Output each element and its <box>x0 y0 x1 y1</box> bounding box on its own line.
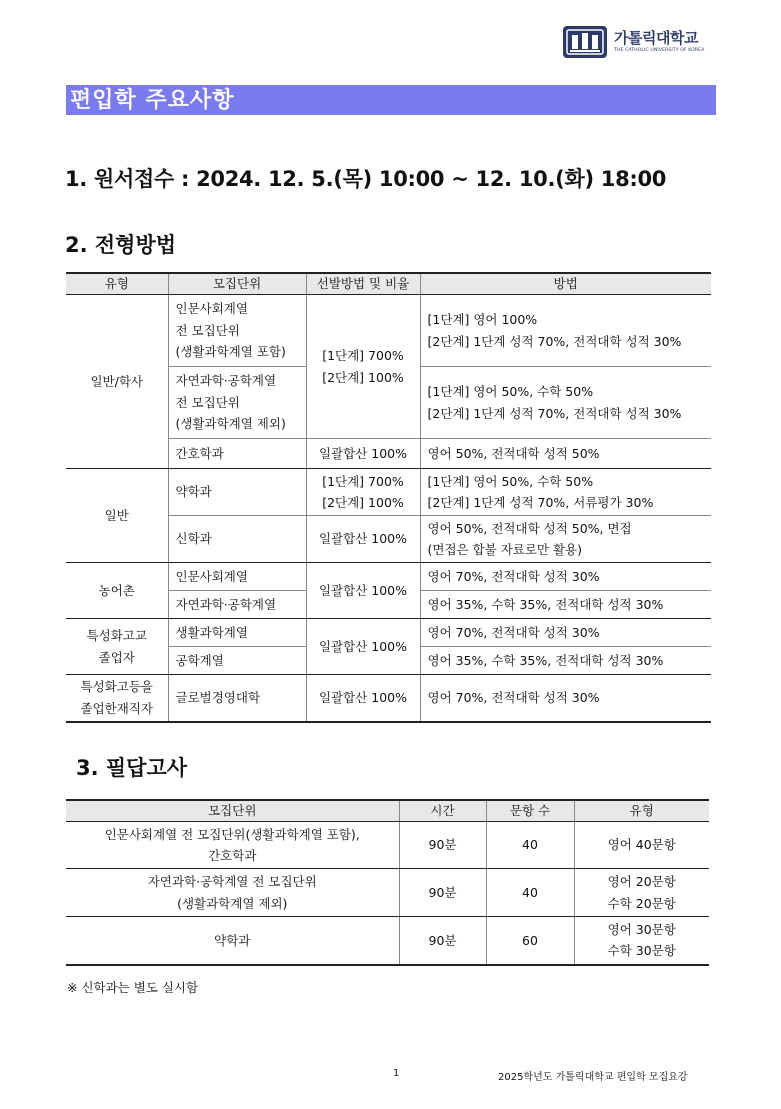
unit-cell: 글로벌경영대학 <box>168 675 306 722</box>
method-cell: [1단계] 영어 50%, 수학 50% [2단계] 1단계 성적 70%, 서류평가 30% <box>420 469 711 516</box>
written-exam-table <box>66 799 709 966</box>
selection-method-table <box>66 272 711 723</box>
type-cell: 특성화고등을 졸업한재직자 <box>66 675 168 722</box>
table-header: 유형 <box>574 800 709 822</box>
type-cell: 특성화고교 졸업자 <box>66 619 168 675</box>
unit-cell: 약학과 <box>168 469 306 516</box>
table-header: 시간 <box>399 800 486 822</box>
table-header: 선발방법 및 비율 <box>306 273 420 295</box>
unit-cell: 인문사회계열 전 모집단위(생활과학계열 포함), 간호학과 <box>66 822 399 869</box>
section-written-exam: 3. 필답고사 <box>76 756 188 780</box>
footnote: ※ 신학과는 별도 실시함 <box>67 980 199 995</box>
page-title: 편입학 주요사항 <box>70 88 235 113</box>
unit-cell: 자연과학·공학계열 전 모집단위 (생활과학계열 제외) <box>66 869 399 917</box>
method-cell: 영어 70%, 전적대학 성적 30% <box>420 619 711 647</box>
unit-cell: 간호학과 <box>168 439 306 469</box>
table-header: 모집단위 <box>168 273 306 295</box>
type-cell: 일반/학사 <box>66 295 168 469</box>
title-banner <box>66 85 716 115</box>
logo-korean-name: 가톨릭대학교 <box>614 29 698 47</box>
method-cell: [1단계] 영어 50%, 수학 50% [2단계] 1단계 성적 70%, 전적대학 성적 30% <box>420 367 711 439</box>
method-cell: 영어 50%, 전적대학 성적 50% <box>420 439 711 469</box>
type-cell: 농어촌 <box>66 563 168 619</box>
unit-cell: 약학과 <box>66 917 399 965</box>
count-cell: 40 <box>486 869 574 917</box>
type-cell: 일반 <box>66 469 168 563</box>
table-header: 유형 <box>66 273 168 295</box>
method-cell: [1단계] 영어 100% [2단계] 1단계 성적 70%, 전적대학 성적 30% <box>420 295 711 367</box>
university-logo <box>562 24 720 60</box>
time-cell: 90분 <box>399 869 486 917</box>
method-cell: 영어 70%, 전적대학 성적 30% <box>420 563 711 591</box>
ratio-cell: 일괄합산 100% <box>306 675 420 722</box>
table-header: 모집단위 <box>66 800 399 822</box>
method-cell: 영어 35%, 수학 35%, 전적대학 성적 30% <box>420 647 711 675</box>
unit-cell: 자연과학·공학계열 <box>168 591 306 619</box>
logo-english-name: THE CATHOLIC UNIVERSITY OF KOREA <box>614 48 705 53</box>
type-cell: 영어 20문항 수학 20문항 <box>574 869 709 917</box>
unit-cell: 인문사회계열 전 모집단위 (생활과학계열 포함) <box>168 295 306 367</box>
ratio-cell: [1단계] 700% [2단계] 100% <box>306 295 420 439</box>
method-cell: 영어 35%, 수학 35%, 전적대학 성적 30% <box>420 591 711 619</box>
unit-cell: 신학과 <box>168 516 306 563</box>
section-application-period: 1. 원서접수 : 2024. 12. 5.(목) 10:00 ~ 12. 10.(화) 18:00 <box>65 167 667 191</box>
footer-text: 2025학년도 가톨릭대학교 편입학 모집요강 <box>498 1072 688 1083</box>
ratio-cell: 일괄합산 100% <box>306 563 420 619</box>
ratio-cell: 일괄합산 100% <box>306 619 420 675</box>
time-cell: 90분 <box>399 917 486 965</box>
count-cell: 40 <box>486 822 574 869</box>
method-cell: 영어 50%, 전적대학 성적 50%, 면접 (면접은 합불 자료로만 활용) <box>420 516 711 563</box>
ratio-cell: 일괄합산 100% <box>306 516 420 563</box>
unit-cell: 생활과학계열 <box>168 619 306 647</box>
section-selection-method: 2. 전형방법 <box>65 233 177 257</box>
table-row <box>66 822 709 869</box>
method-cell: 영어 70%, 전적대학 성적 30% <box>420 675 711 722</box>
ratio-cell: [1단계] 700% [2단계] 100% <box>306 469 420 516</box>
time-cell: 90분 <box>399 822 486 869</box>
type-cell: 영어 30문항 수학 30문항 <box>574 917 709 965</box>
unit-cell: 자연과학·공학계열 전 모집단위 (생활과학계열 제외) <box>168 367 306 439</box>
university-emblem-icon <box>562 25 608 59</box>
unit-cell: 인문사회계열 <box>168 563 306 591</box>
table-row <box>66 869 709 917</box>
table-row <box>66 917 709 965</box>
type-cell: 영어 40문항 <box>574 822 709 869</box>
page-number: 1 <box>393 1068 400 1079</box>
unit-cell: 공학계열 <box>168 647 306 675</box>
table-header: 문항 수 <box>486 800 574 822</box>
ratio-cell: 일괄합산 100% <box>306 439 420 469</box>
table-header: 방법 <box>420 273 711 295</box>
count-cell: 60 <box>486 917 574 965</box>
